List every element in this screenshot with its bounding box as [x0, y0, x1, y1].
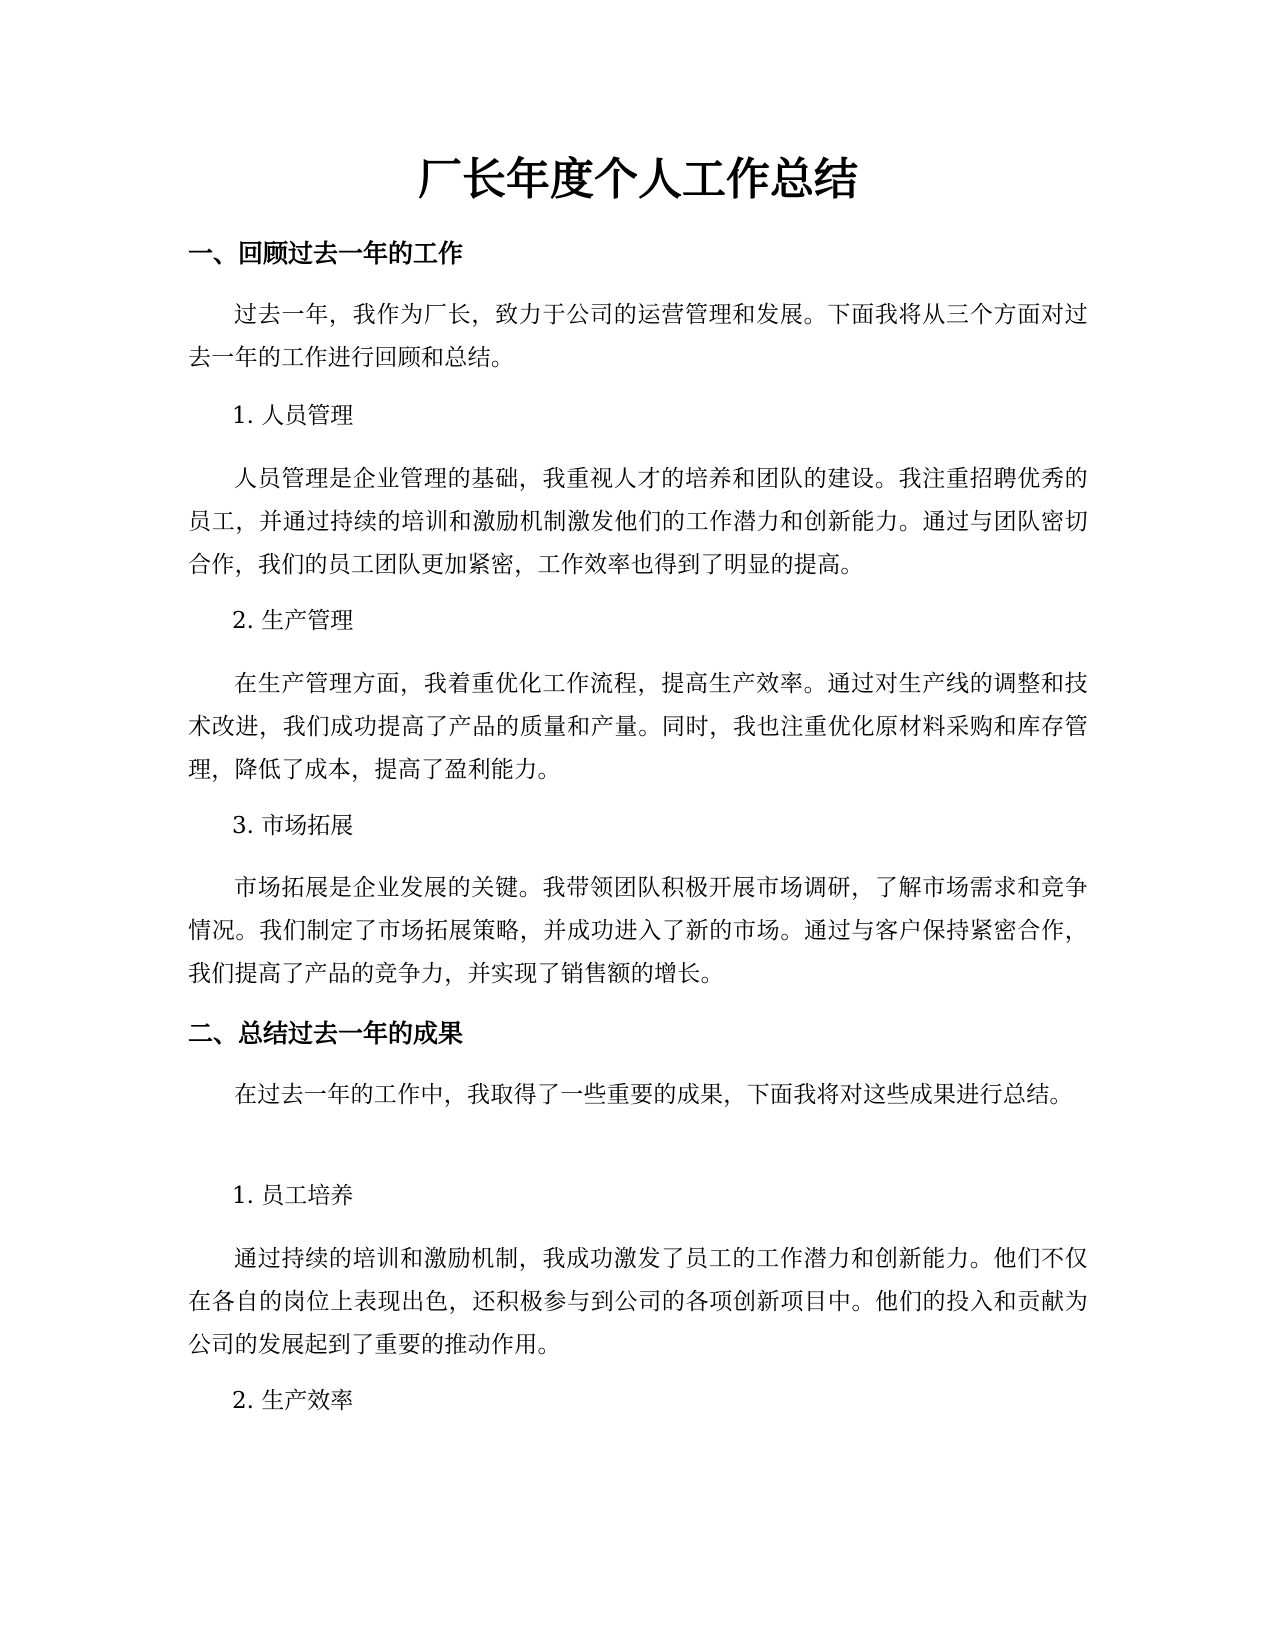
document-title: 厂长年度个人工作总结: [418, 154, 858, 205]
list-item-text: 通过持续的培训和激励机制，我成功激发了员工的工作潜力和创新能力。他们不仅在各自的岗位上表现出色，还积极参与到公司的各项创新项目中。他们的投入和贡献为公司的发展起到了重要的推动作用。: [188, 1246, 1088, 1358]
list-item-text: 市场拓展是企业发展的关键。我带领团队积极开展市场调研，了解市场需求和竞争情况。我们制定了市场拓展策略，并成功进入了新的市场。通过与客户保持紧密合作，我们提高了产品的竞争力，并实现了销售额的增长。: [188, 875, 1088, 987]
list-item-text: 在生产管理方面，我着重优化工作流程，提高生产效率。通过对生产线的调整和技术改进，我们成功提高了产品的质量和产量。同时，我也注重优化原材料采购和库存管理，降低了成本，提高了盈利能力。: [188, 671, 1088, 783]
list-item-label: 3. 市场拓展: [232, 813, 354, 839]
section-heading-results: 二、总结过去一年的成果: [188, 1019, 464, 1048]
list-item-label: 1. 员工培养: [232, 1183, 354, 1209]
list-item-text: 人员管理是企业管理的基础，我重视人才的培养和团队的建设。我注重招聘优秀的员工，并通过持续的培训和激励机制激发他们的工作潜力和创新能力。通过与团队密切合作，我们的员工团队更加紧密，工作效率也得到了明显的提高。: [188, 466, 1088, 578]
section-intro-review: 过去一年，我作为厂长，致力于公司的运营管理和发展。下面我将从三个方面对过去一年的工作进行回顾和总结。: [188, 302, 1088, 371]
list-item-label: 2. 生产效率: [232, 1388, 354, 1414]
section-heading-review: 一、回顾过去一年的工作: [188, 239, 464, 268]
list-item-label: 1. 人员管理: [232, 403, 354, 429]
section-intro-results: 在过去一年的工作中，我取得了一些重要的成果，下面我将对这些成果进行总结。: [234, 1082, 1073, 1108]
list-item-label: 2. 生产管理: [232, 608, 354, 634]
